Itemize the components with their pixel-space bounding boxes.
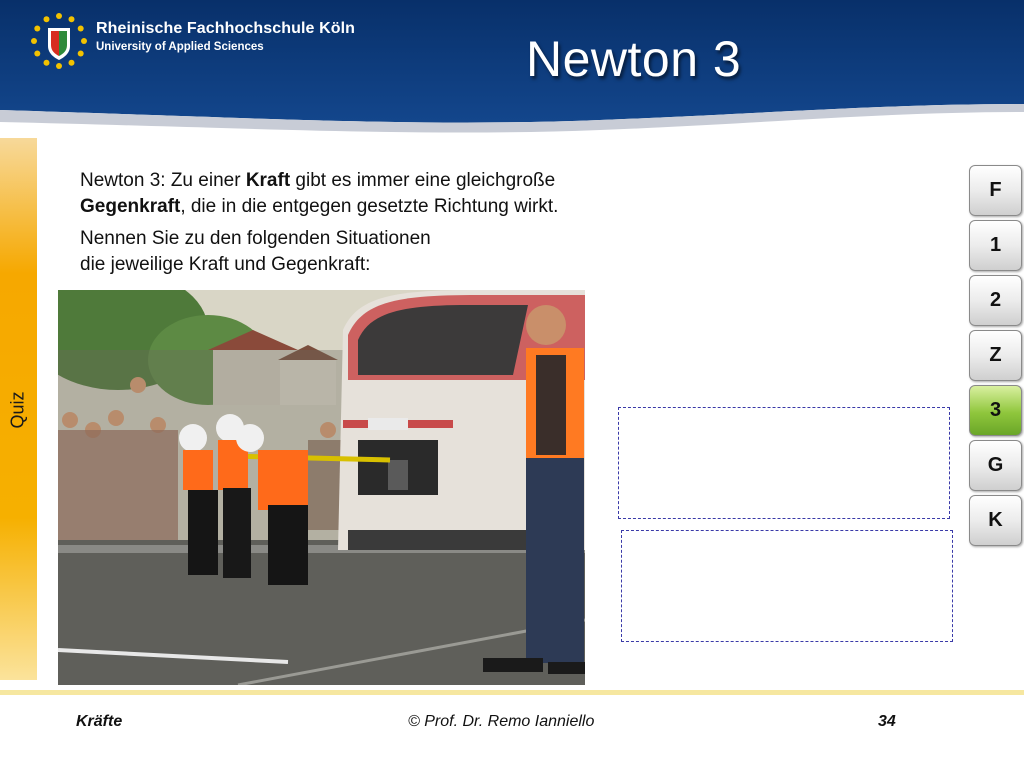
question-text: [80, 226, 680, 278]
statement-suffix: gibt es immer eine gleichgroße: [290, 170, 556, 191]
university-subtitle: University of Applied Sciences: [96, 41, 264, 53]
university-name: Rheinische Fachhochschule Köln: [96, 20, 356, 37]
nav-button-f[interactable]: F: [969, 165, 1022, 216]
answer-box-counterforce[interactable]: [621, 530, 953, 642]
content-text: [80, 168, 680, 284]
nav-button-3[interactable]: 3: [969, 385, 1022, 436]
university-logo: [30, 12, 88, 70]
statement-force: Kraft: [245, 170, 291, 191]
statement-counterforce: Gegenkraft: [80, 196, 181, 217]
nav-button-1[interactable]: 1: [969, 220, 1022, 271]
footer-topic: Kräfte: [76, 713, 123, 730]
train-pulling-photo: [58, 290, 585, 685]
footer-page-number: 34: [878, 713, 896, 730]
nav-button-k[interactable]: K: [969, 495, 1022, 546]
newton-statement: [80, 168, 680, 220]
question-line1: Nennen Sie zu den folgenden Situationen: [80, 228, 431, 249]
answer-box-force[interactable]: [618, 407, 950, 519]
statement-prefix: Newton 3: Zu einer: [80, 170, 246, 191]
nav-button-2[interactable]: 2: [969, 275, 1022, 326]
header-banner: [0, 0, 1024, 140]
question-line2: die jeweilige Kraft und Gegenkraft:: [80, 254, 371, 275]
footer-copyright: © Prof. Dr. Remo Ianniello: [408, 713, 595, 730]
nav-button-z[interactable]: Z: [969, 330, 1022, 381]
slide-title: Newton 3: [526, 31, 742, 87]
nav-button-g[interactable]: G: [969, 440, 1022, 491]
statement-end: , die in die entgegen gesetzte Richtung wirkt.: [180, 196, 559, 217]
side-label: Quiz: [7, 391, 28, 429]
footer-divider: [0, 690, 1024, 695]
